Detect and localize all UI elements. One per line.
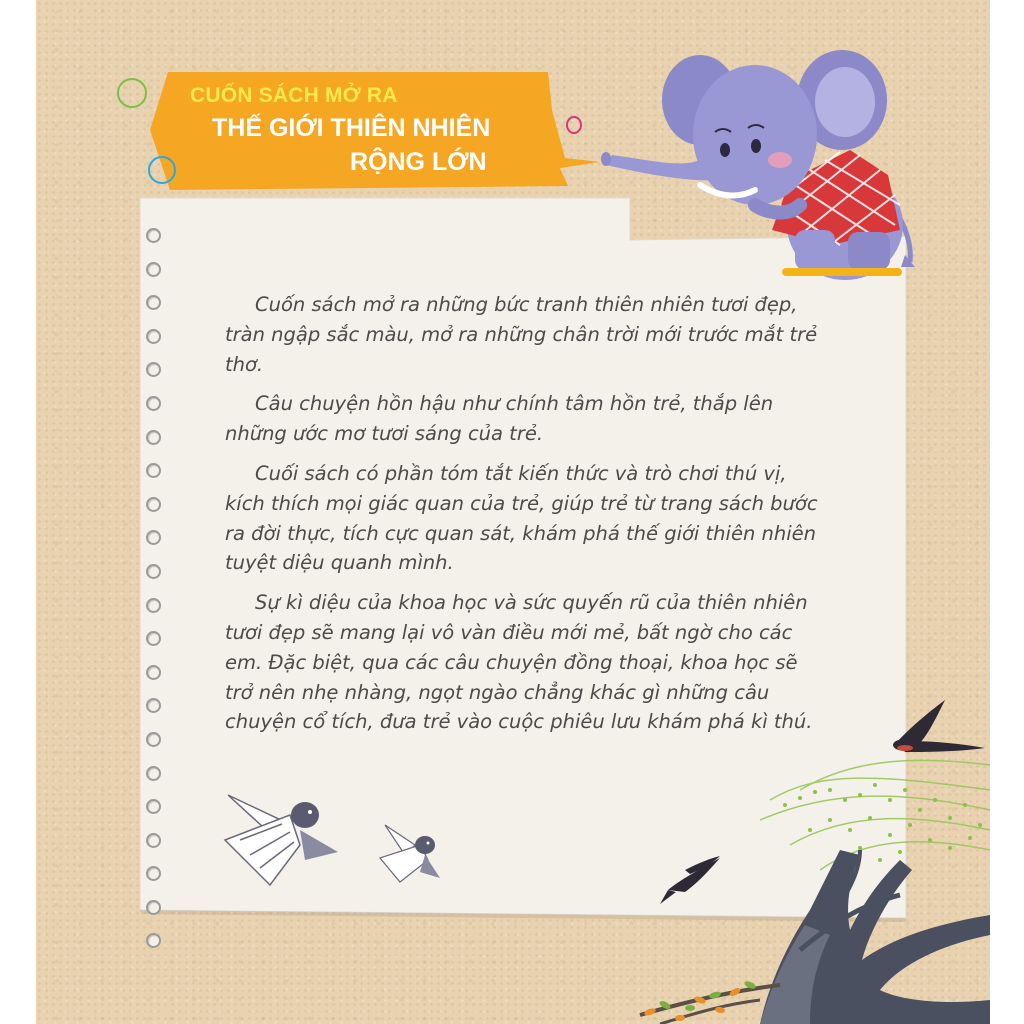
title-line-2: THẾ GIỚI THIÊN NHIÊN: [212, 114, 491, 142]
title-line-1: CUỐN SÁCH MỞ RA: [190, 84, 398, 107]
paragraph-4: Sự kì diệu của khoa học và sức quyến rũ của thiên nhiên tươi đẹp sẽ mang lại vô vàn điều mới mẻ, bất ngờ cho các em. Đặc biệt, qua các câu chuyện đồng thoại, khoa học sẽ trở nên nhẹ nhàng, ngọt ngào chẳng khác gì những câu chuyện cổ tích, đưa trẻ vào cuộc phiêu lưu khám phá kì thú.: [225, 591, 813, 734]
paragraph-3: Cuối sách có phần tóm tắt kiến thức và trò chơi thú vị, kích thích mọi giác quan của trẻ, giúp trẻ từ trang sách bước ra đời thực, tích cực quan sát, khám phá thế giới thiên nhiên tuyệt diệu quanh mình.: [225, 461, 818, 575]
title-line-3: RỘNG LỚN: [350, 148, 487, 176]
paragraph-2: Câu chuyện hồn hậu như chính tâm hồn trẻ, thắp lên những ước mơ tươi sáng của trẻ.: [225, 392, 774, 446]
paragraph-1: Cuốn sách mở ra những bức tranh thiên nhiên tươi đẹp, tràn ngập sắc màu, mở ra những chân trời mới trước mắt trẻ thơ.: [225, 293, 818, 376]
